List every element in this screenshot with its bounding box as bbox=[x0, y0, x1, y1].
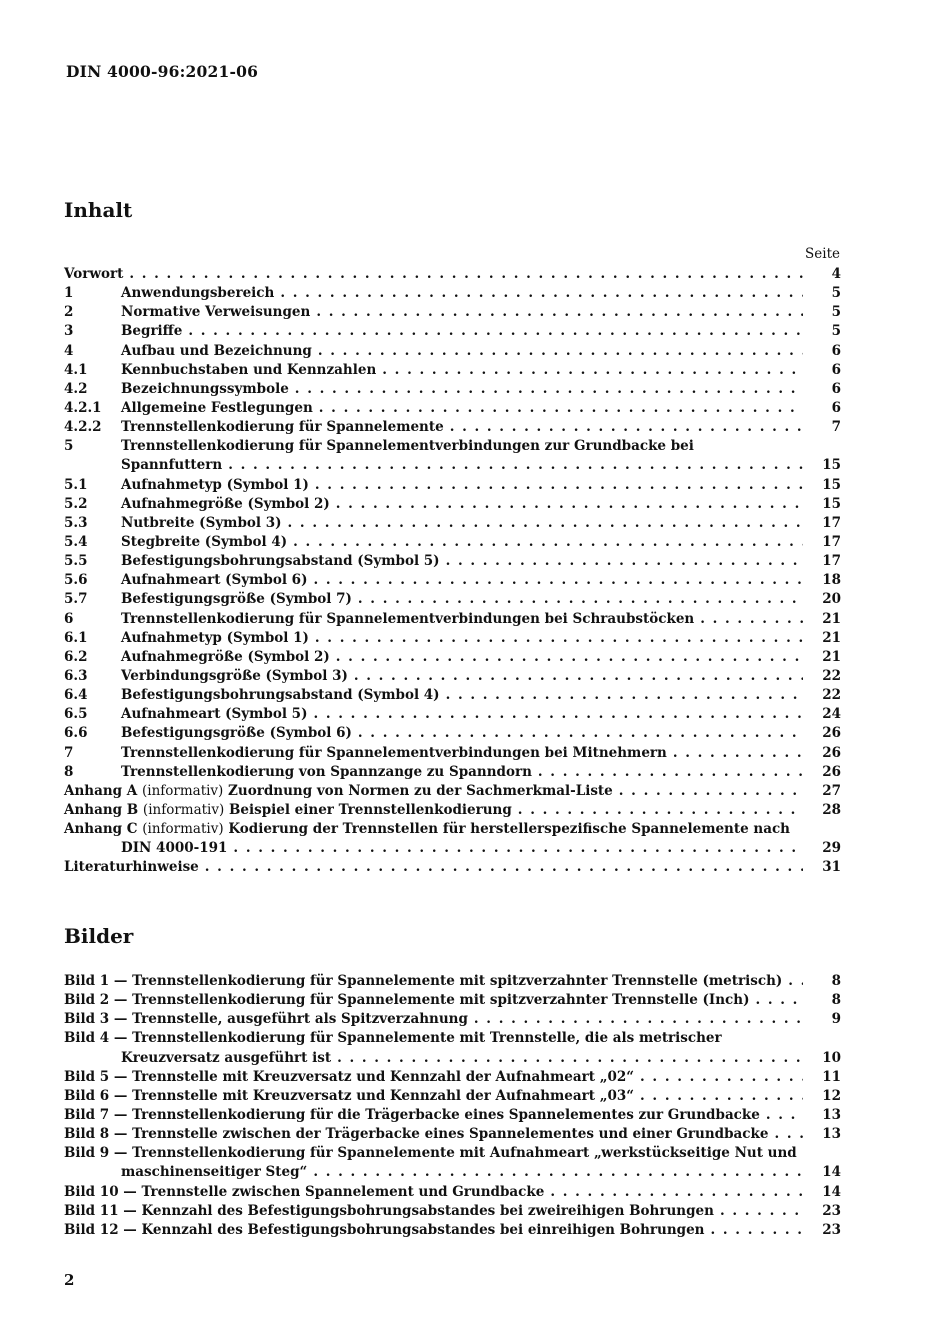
entry-title: Bild 3 — Trennstelle, ausgeführt als Spitzverzahnung bbox=[64, 1011, 468, 1028]
dot-leader bbox=[331, 1049, 803, 1068]
entry-title bbox=[64, 820, 790, 839]
toc-entry[interactable] bbox=[64, 418, 841, 437]
entry-number: 6.5 bbox=[64, 706, 88, 723]
toc-annex-entry[interactable] bbox=[64, 782, 841, 801]
entry-number: 6.1 bbox=[64, 629, 88, 646]
figure-entry[interactable] bbox=[64, 1106, 841, 1125]
entry-title: Normative Verweisungen bbox=[121, 304, 311, 321]
entry-number: 5.6 bbox=[64, 572, 88, 589]
dot-leader bbox=[440, 552, 803, 571]
entry-page: 22 bbox=[822, 667, 841, 684]
figure-entry[interactable] bbox=[64, 1144, 841, 1182]
dot-leader bbox=[307, 571, 803, 590]
toc-entry[interactable] bbox=[64, 705, 841, 724]
dot-leader bbox=[313, 399, 803, 418]
toc-entry[interactable] bbox=[64, 361, 841, 380]
entry-title: Nutbreite (Symbol 3) bbox=[121, 514, 282, 531]
annex-kind: (informativ) bbox=[142, 801, 225, 818]
entry-number: 5.1 bbox=[64, 476, 88, 493]
toc-entry[interactable] bbox=[64, 265, 841, 284]
entry-title: Befestigungsgröße (Symbol 6) bbox=[121, 725, 352, 742]
toc-entry[interactable] bbox=[64, 533, 841, 552]
dot-leader bbox=[705, 1221, 804, 1240]
entry-number: 1 bbox=[64, 285, 74, 302]
entry-page: 6 bbox=[831, 399, 841, 416]
dot-leader bbox=[444, 418, 803, 437]
entry-page: 15 bbox=[822, 495, 841, 512]
toc-entry[interactable] bbox=[64, 380, 841, 399]
dot-leader bbox=[613, 782, 803, 801]
entry-page: 26 bbox=[822, 744, 841, 761]
toc-entry[interactable] bbox=[64, 763, 841, 782]
entry-number: 4.1 bbox=[64, 361, 88, 378]
entry-title bbox=[64, 782, 613, 801]
dot-leader bbox=[227, 839, 803, 858]
toc-entry[interactable] bbox=[64, 571, 841, 590]
entry-title: Bild 6 — Trennstelle mit Kreuzversatz und Kennzahl der Aufnahmeart „03“ bbox=[64, 1087, 635, 1104]
entry-title-continued: Kreuzversatz ausgeführt ist bbox=[121, 1049, 332, 1066]
entry-number: 6.4 bbox=[64, 687, 88, 704]
entry-title: Bild 10 — Trennstelle zwischen Spannelement und Grundbacke bbox=[64, 1183, 545, 1200]
entry-title: Bild 9 — Trennstellenkodierung für Spannelemente mit Aufnahmeart „werkstückseitige Nut und bbox=[64, 1145, 797, 1162]
figure-entry[interactable] bbox=[64, 1202, 841, 1221]
entry-page: 23 bbox=[822, 1221, 841, 1238]
dot-leader bbox=[307, 1163, 803, 1182]
entry-page: 8 bbox=[831, 992, 841, 1009]
entry-number: 6.6 bbox=[64, 725, 88, 742]
entry-page: 31 bbox=[822, 859, 841, 876]
entry-title: Literaturhinweise bbox=[64, 859, 199, 876]
entry-title: Bild 7 — Trennstellenkodierung für die Trägerbacke eines Spannelementes zur Grundbacke bbox=[64, 1107, 760, 1123]
entry-page: 17 bbox=[822, 553, 841, 570]
entry-title bbox=[64, 801, 512, 820]
entry-page: 21 bbox=[822, 648, 841, 665]
entry-page: 14 bbox=[822, 1183, 841, 1200]
entry-page: 28 bbox=[822, 801, 841, 818]
table-of-contents bbox=[64, 265, 841, 878]
toc-entry[interactable] bbox=[64, 514, 841, 533]
entry-page: 6 bbox=[831, 342, 841, 359]
entry-number: 8 bbox=[64, 763, 74, 780]
toc-entry[interactable] bbox=[64, 303, 841, 322]
entry-number: 6 bbox=[64, 610, 74, 627]
toc-entry[interactable] bbox=[64, 648, 841, 667]
entry-page: 8 bbox=[831, 973, 841, 989]
dot-leader bbox=[274, 284, 803, 303]
entry-title-continued: Spannfuttern bbox=[121, 457, 223, 474]
toc-entry[interactable] bbox=[64, 610, 841, 629]
entry-page: 7 bbox=[831, 419, 841, 436]
toc-entry[interactable] bbox=[64, 552, 841, 571]
entry-title: Bild 4 — Trennstellenkodierung für Spannelemente mit Trennstelle, die als metrischer bbox=[64, 1030, 722, 1047]
entry-page: 13 bbox=[822, 1126, 841, 1143]
figure-entry[interactable] bbox=[64, 991, 841, 1010]
figure-entry[interactable] bbox=[64, 1068, 841, 1087]
entry-number: 7 bbox=[64, 744, 74, 761]
dot-leader bbox=[468, 1010, 803, 1029]
figures-title: Bilder bbox=[64, 924, 134, 948]
toc-entry[interactable] bbox=[64, 686, 841, 705]
entry-title: Bild 8 — Trennstelle zwischen der Trägerbacke eines Spannelementes und einer Grundbacke bbox=[64, 1126, 769, 1143]
annex-label: Anhang B bbox=[64, 801, 139, 818]
toc-annex-entry[interactable] bbox=[64, 801, 841, 820]
entry-title: Bezeichnungssymbole bbox=[121, 380, 289, 397]
entry-title: Stegbreite (Symbol 4) bbox=[121, 533, 288, 550]
toc-entry[interactable] bbox=[64, 744, 841, 763]
entry-title: Bild 2 — Trennstellenkodierung für Spannelemente mit spitzverzahnter Trennstelle (Inch) bbox=[64, 992, 750, 1009]
dot-leader bbox=[123, 265, 803, 284]
dot-leader bbox=[352, 724, 803, 743]
annex-label: Anhang A bbox=[64, 782, 138, 799]
dot-leader bbox=[512, 801, 803, 820]
entry-page: 12 bbox=[822, 1087, 841, 1104]
dot-leader bbox=[634, 1087, 803, 1106]
entry-page: 26 bbox=[822, 725, 841, 742]
figure-entry[interactable] bbox=[64, 1029, 841, 1067]
entry-number: 5.5 bbox=[64, 553, 88, 570]
dot-leader bbox=[544, 1183, 803, 1202]
dot-leader bbox=[782, 972, 803, 991]
dot-leader bbox=[309, 629, 803, 648]
entry-number: 6.2 bbox=[64, 648, 88, 665]
dot-leader bbox=[440, 686, 803, 705]
dot-leader bbox=[376, 361, 803, 380]
entry-page: 27 bbox=[822, 782, 841, 799]
entry-title: Kennbuchstaben und Kennzahlen bbox=[121, 361, 377, 378]
entry-page: 15 bbox=[822, 476, 841, 493]
dot-leader bbox=[760, 1106, 803, 1125]
figure-entry[interactable] bbox=[64, 1183, 841, 1202]
entry-title: Bild 1 — Trennstellenkodierung für Spannelemente mit spitzverzahnter Trennstelle (metrisch) bbox=[64, 973, 783, 989]
dot-leader bbox=[348, 667, 803, 686]
entry-number: 6.3 bbox=[64, 667, 88, 684]
entry-page: 29 bbox=[822, 840, 841, 857]
entry-number: 2 bbox=[64, 304, 74, 321]
dot-leader bbox=[330, 648, 803, 667]
entry-title: Vorwort bbox=[64, 266, 124, 282]
annex-title: Kodierung der Trennstellen für herstellerspezifische Spannelemente nach bbox=[228, 821, 790, 838]
entry-page: 15 bbox=[822, 457, 841, 474]
dot-leader bbox=[694, 610, 803, 629]
entry-title: Trennstellenkodierung für Spannelementverbindungen bei Schraubstöcken bbox=[121, 610, 695, 627]
entry-title: Aufnahmeart (Symbol 6) bbox=[121, 572, 308, 589]
entry-page: 10 bbox=[822, 1049, 841, 1066]
entry-title: Aufnahmetyp (Symbol 1) bbox=[121, 476, 309, 493]
dot-leader bbox=[282, 514, 803, 533]
entry-page: 21 bbox=[822, 610, 841, 627]
entry-title: Trennstellenkodierung für Spannelemente bbox=[121, 419, 444, 436]
entry-page: 6 bbox=[831, 380, 841, 397]
entry-page: 20 bbox=[822, 591, 841, 608]
entry-page: 14 bbox=[822, 1164, 841, 1181]
entry-page: 4 bbox=[831, 266, 841, 282]
dot-leader bbox=[309, 476, 803, 495]
document-id: DIN 4000-96:2021-06 bbox=[66, 62, 259, 81]
entry-page: 6 bbox=[831, 361, 841, 378]
entry-title: Aufnahmeart (Symbol 5) bbox=[121, 706, 308, 723]
page-number: 2 bbox=[64, 1271, 75, 1289]
entry-title: Aufnahmetyp (Symbol 1) bbox=[121, 629, 309, 646]
entry-number: 4.2.1 bbox=[64, 399, 102, 416]
entry-number: 5.3 bbox=[64, 514, 88, 531]
figure-entry[interactable] bbox=[64, 1010, 841, 1029]
toc-entry[interactable] bbox=[64, 495, 841, 514]
figure-entry[interactable] bbox=[64, 972, 841, 991]
toc-entry[interactable] bbox=[64, 322, 841, 341]
toc-entry[interactable] bbox=[64, 342, 841, 361]
entry-page: 5 bbox=[831, 304, 841, 321]
dot-leader bbox=[352, 590, 803, 609]
annex-title: Zuordnung von Normen zu der Sachmerkmal-Liste bbox=[228, 782, 613, 799]
entry-page: 22 bbox=[822, 687, 841, 704]
dot-leader bbox=[310, 303, 803, 322]
figure-entry[interactable] bbox=[64, 1087, 841, 1106]
dot-leader bbox=[222, 456, 803, 475]
entry-title: Aufnahmegröße (Symbol 2) bbox=[121, 495, 330, 512]
entry-number: 4.2 bbox=[64, 380, 88, 397]
dot-leader bbox=[312, 342, 803, 361]
entry-page: 17 bbox=[822, 514, 841, 531]
toc-entry[interactable] bbox=[64, 284, 841, 303]
entry-title-continued: maschinenseitiger Steg“ bbox=[121, 1164, 308, 1181]
entry-title: Befestigungsbohrungsabstand (Symbol 5) bbox=[121, 553, 440, 570]
entry-number: 4.2.2 bbox=[64, 419, 102, 436]
toc-entry[interactable] bbox=[64, 437, 841, 475]
entry-title: Trennstellenkodierung für Spannelementverbindungen bei Mitnehmern bbox=[121, 744, 667, 761]
entry-page: 26 bbox=[822, 763, 841, 780]
entry-number: 5 bbox=[64, 438, 74, 455]
entry-page: 5 bbox=[831, 285, 841, 302]
entry-page: 13 bbox=[822, 1107, 841, 1123]
toc-entry[interactable] bbox=[64, 667, 841, 686]
dot-leader bbox=[532, 763, 803, 782]
entry-title: Bild 5 — Trennstelle mit Kreuzversatz und Kennzahl der Aufnahmeart „02“ bbox=[64, 1068, 635, 1085]
entry-number: 4 bbox=[64, 342, 74, 359]
dot-leader bbox=[667, 744, 803, 763]
annex-kind: (informativ) bbox=[142, 821, 224, 838]
toc-entry[interactable] bbox=[64, 476, 841, 495]
entry-number: 3 bbox=[64, 323, 74, 340]
entry-title: Anwendungsbereich bbox=[121, 285, 275, 302]
entry-title-continued: DIN 4000-191 bbox=[121, 840, 228, 857]
dot-leader bbox=[768, 1125, 803, 1144]
toc-annex-entry[interactable] bbox=[64, 820, 841, 858]
toc-entry[interactable] bbox=[64, 399, 841, 418]
toc-entry[interactable] bbox=[64, 629, 841, 648]
entry-number: 5.2 bbox=[64, 495, 88, 512]
entry-title: Aufbau und Bezeichnung bbox=[121, 342, 312, 359]
entry-page: 23 bbox=[822, 1202, 841, 1219]
entry-title: Bild 11 — Kennzahl des Befestigungsbohrungsabstandes bei zweireihigen Bohrungen bbox=[64, 1202, 714, 1219]
entry-title: Bild 12 — Kennzahl des Befestigungsbohrungsabstandes bei einreihigen Bohrungen bbox=[64, 1221, 705, 1238]
page-column-label: Seite bbox=[805, 246, 840, 262]
dot-leader bbox=[714, 1202, 803, 1221]
dot-leader bbox=[199, 858, 803, 877]
entry-page: 24 bbox=[822, 706, 841, 723]
dot-leader bbox=[182, 322, 803, 341]
toc-entry[interactable] bbox=[64, 724, 841, 743]
entry-page: 18 bbox=[822, 572, 841, 589]
entry-title: Aufnahmegröße (Symbol 2) bbox=[121, 648, 330, 665]
figure-entry[interactable] bbox=[64, 1125, 841, 1144]
entry-title: Befestigungsbohrungsabstand (Symbol 4) bbox=[121, 687, 440, 704]
dot-leader bbox=[307, 705, 803, 724]
contents-title: Inhalt bbox=[64, 198, 133, 222]
entry-title: Befestigungsgröße (Symbol 7) bbox=[121, 591, 352, 608]
entry-number: 5.4 bbox=[64, 533, 88, 550]
dot-leader bbox=[289, 380, 803, 399]
entry-page: 5 bbox=[831, 323, 841, 340]
entry-title: Allgemeine Festlegungen bbox=[121, 399, 313, 416]
toc-bibliography-entry[interactable] bbox=[64, 858, 841, 877]
entry-number: 5.7 bbox=[64, 591, 88, 608]
annex-label: Anhang C bbox=[64, 821, 138, 838]
list-of-figures bbox=[64, 972, 841, 1240]
entry-title: Trennstellenkodierung von Spannzange zu Spanndorn bbox=[121, 763, 532, 780]
dot-leader bbox=[330, 495, 803, 514]
entry-title: Verbindungsgröße (Symbol 3) bbox=[121, 667, 348, 684]
entry-title: Begriffe bbox=[121, 323, 183, 340]
toc-entry[interactable] bbox=[64, 590, 841, 609]
annex-kind: (informativ) bbox=[141, 782, 224, 799]
entry-title: Trennstellenkodierung für Spannelementverbindungen zur Grundbacke bei bbox=[121, 438, 694, 455]
entry-page: 21 bbox=[822, 629, 841, 646]
entry-page: 9 bbox=[831, 1011, 841, 1028]
annex-title: Beispiel einer Trennstellenkodierung bbox=[228, 801, 512, 818]
dot-leader bbox=[634, 1068, 803, 1087]
entry-page: 17 bbox=[822, 533, 841, 550]
entry-page: 11 bbox=[822, 1068, 841, 1085]
figure-entry[interactable] bbox=[64, 1221, 841, 1240]
dot-leader bbox=[749, 991, 803, 1010]
dot-leader bbox=[287, 533, 803, 552]
